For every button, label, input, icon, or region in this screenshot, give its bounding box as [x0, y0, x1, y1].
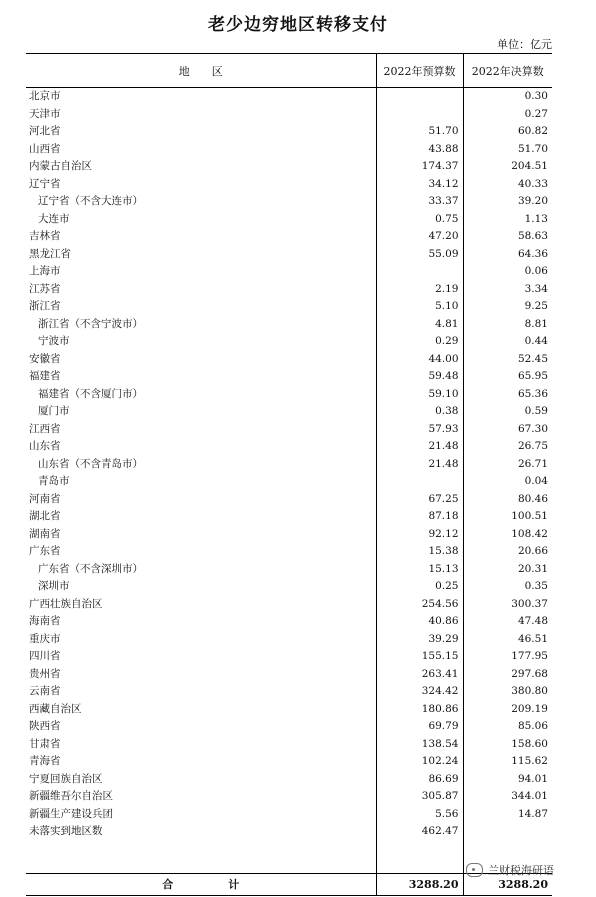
- table-row: [26, 228, 552, 246]
- table-body: [26, 88, 552, 874]
- row-region: 辽宁省（不含大连市）: [38, 195, 143, 207]
- table-row: [26, 211, 552, 229]
- row-final: 46.51: [463, 631, 552, 649]
- row-budget: 67.25: [376, 491, 463, 509]
- row-region: 辽宁省: [29, 177, 61, 190]
- row-region: 浙江省: [29, 300, 61, 312]
- table-row: [26, 683, 552, 701]
- row-region: 河南省: [29, 492, 61, 505]
- row-region: 河北省: [29, 125, 61, 137]
- table-row: [26, 823, 552, 841]
- row-budget: 39.29: [376, 631, 463, 649]
- row-budget: 15.38: [376, 543, 463, 561]
- row-final: 20.66: [463, 543, 552, 561]
- table-row: [26, 263, 552, 281]
- row-region: 云南省: [29, 685, 61, 697]
- table-row: [26, 403, 552, 421]
- row-final: 65.36: [463, 386, 552, 404]
- row-final: 108.42: [463, 526, 552, 544]
- row-final: 26.71: [463, 456, 552, 474]
- row-region: 新疆维吾尔自治区: [29, 790, 113, 802]
- row-final: 40.33: [463, 176, 552, 194]
- table-row: [26, 718, 552, 736]
- row-region: 海南省: [29, 615, 61, 627]
- row-region: 安徽省: [29, 352, 61, 365]
- table-row: [26, 491, 552, 509]
- row-budget: 21.48: [376, 438, 463, 456]
- row-final: 0.04: [463, 473, 552, 491]
- row-region: 厦门市: [38, 405, 70, 417]
- table-row: [26, 123, 552, 141]
- row-region: 广东省（不含深圳市）: [38, 562, 143, 575]
- row-region: 福建省: [29, 370, 61, 382]
- table-row: [26, 753, 552, 771]
- row-region: 湖北省: [29, 510, 61, 522]
- table-row: [26, 298, 552, 316]
- row-final: 67.30: [463, 421, 552, 439]
- total-final: 3288.20: [463, 873, 552, 895]
- table-row: [26, 526, 552, 544]
- row-budget: 5.56: [376, 806, 463, 824]
- table-row: [26, 561, 552, 579]
- row-budget: 40.86: [376, 613, 463, 631]
- spacer-cell: [376, 841, 463, 874]
- row-budget: 59.10: [376, 386, 463, 404]
- row-budget: 254.56: [376, 596, 463, 614]
- table-row: [26, 368, 552, 386]
- row-region: 内蒙古自治区: [29, 160, 92, 172]
- header-row: [26, 54, 552, 88]
- row-final: 51.70: [463, 141, 552, 159]
- table-row: [26, 788, 552, 806]
- transfer-payment-table: [26, 53, 552, 896]
- row-final: [463, 823, 552, 841]
- row-region: 广东省: [29, 545, 61, 557]
- row-region: 山东省（不含青岛市）: [38, 457, 143, 470]
- watermark-text: 兰财税海研语: [488, 864, 554, 877]
- row-budget: 33.37: [376, 193, 463, 211]
- row-budget: [376, 88, 463, 106]
- unit-label: 单位：亿元: [497, 38, 552, 51]
- row-region: 青海省: [29, 755, 61, 767]
- table-row: [26, 666, 552, 684]
- header-region: 地 区: [26, 54, 376, 88]
- row-region: 未落实到地区数: [29, 825, 103, 837]
- row-budget: 0.75: [376, 211, 463, 229]
- row-budget: 324.42: [376, 683, 463, 701]
- row-region: 四川省: [29, 650, 61, 662]
- row-budget: [376, 263, 463, 281]
- row-budget: 174.37: [376, 158, 463, 176]
- row-budget: 86.69: [376, 771, 463, 789]
- table-row: [26, 421, 552, 439]
- row-budget: 59.48: [376, 368, 463, 386]
- table-row: [26, 771, 552, 789]
- row-budget: [376, 473, 463, 491]
- row-final: 60.82: [463, 123, 552, 141]
- total-label: 合 计: [26, 873, 376, 895]
- table-row: [26, 473, 552, 491]
- table-row: [26, 88, 552, 106]
- table-row: [26, 351, 552, 369]
- row-final: 94.01: [463, 771, 552, 789]
- table-row: [26, 613, 552, 631]
- row-budget: 47.20: [376, 228, 463, 246]
- row-budget: 2.19: [376, 281, 463, 299]
- row-budget: 44.00: [376, 351, 463, 369]
- row-final: 14.87: [463, 806, 552, 824]
- row-final: 9.25: [463, 298, 552, 316]
- table-row: [26, 806, 552, 824]
- table-row: [26, 701, 552, 719]
- row-region: 浙江省（不含宁波市）: [38, 317, 143, 330]
- table-row: [26, 106, 552, 124]
- row-region: 天津市: [29, 107, 61, 120]
- row-budget: 138.54: [376, 736, 463, 754]
- total-budget: 3288.20: [376, 873, 463, 895]
- table-row: [26, 543, 552, 561]
- row-final: 115.62: [463, 753, 552, 771]
- row-region: 湖南省: [29, 527, 61, 540]
- table-row: [26, 578, 552, 596]
- row-final: 0.27: [463, 106, 552, 124]
- row-region: 陕西省: [29, 720, 61, 732]
- row-region: 西藏自治区: [29, 702, 82, 715]
- row-budget: 15.13: [376, 561, 463, 579]
- row-region: 吉林省: [29, 230, 61, 242]
- table-row: [26, 631, 552, 649]
- row-region: 北京市: [29, 90, 61, 102]
- row-final: 297.68: [463, 666, 552, 684]
- row-region: 重庆市: [29, 632, 61, 645]
- row-final: 0.59: [463, 403, 552, 421]
- row-budget: 0.38: [376, 403, 463, 421]
- row-budget: 305.87: [376, 788, 463, 806]
- row-final: 65.95: [463, 368, 552, 386]
- spacer-cell: [26, 841, 376, 874]
- row-final: 100.51: [463, 508, 552, 526]
- row-final: 0.30: [463, 88, 552, 106]
- row-region: 山东省: [29, 440, 61, 452]
- row-budget: 5.10: [376, 298, 463, 316]
- row-final: 300.37: [463, 596, 552, 614]
- row-final: 380.80: [463, 683, 552, 701]
- row-budget: 263.41: [376, 666, 463, 684]
- row-region: 广西壮族自治区: [29, 597, 103, 610]
- row-final: 8.81: [463, 316, 552, 334]
- row-region: 甘肃省: [29, 737, 61, 750]
- table-row: [26, 176, 552, 194]
- row-region: 大连市: [38, 212, 70, 225]
- row-region: 宁波市: [38, 335, 70, 347]
- row-final: 58.63: [463, 228, 552, 246]
- row-final: 85.06: [463, 718, 552, 736]
- row-region: 深圳市: [38, 580, 70, 592]
- table-row: [26, 438, 552, 456]
- row-budget: 43.88: [376, 141, 463, 159]
- row-final: 344.01: [463, 788, 552, 806]
- page-title: 老少边穷地区转移支付: [208, 15, 388, 35]
- row-final: 20.31: [463, 561, 552, 579]
- row-final: 47.48: [463, 613, 552, 631]
- table-row: [26, 193, 552, 211]
- table-row: [26, 281, 552, 299]
- row-budget: 55.09: [376, 246, 463, 264]
- row-final: 52.45: [463, 351, 552, 369]
- row-region: 山西省: [29, 142, 61, 155]
- wechat-icon: [466, 863, 483, 877]
- row-budget: 462.47: [376, 823, 463, 841]
- row-region: 贵州省: [29, 667, 61, 680]
- row-region: 上海市: [29, 265, 61, 277]
- row-final: 209.19: [463, 701, 552, 719]
- table-row: [26, 386, 552, 404]
- table-row: [26, 333, 552, 351]
- row-final: 177.95: [463, 648, 552, 666]
- row-budget: 92.12: [376, 526, 463, 544]
- table-row: [26, 736, 552, 754]
- row-budget: 87.18: [376, 508, 463, 526]
- table-row: [26, 141, 552, 159]
- header-budget: 2022年预算数: [376, 54, 463, 88]
- row-region: 宁夏回族自治区: [29, 772, 103, 785]
- table-row: [26, 158, 552, 176]
- row-region: 青岛市: [38, 475, 70, 487]
- table-row: [26, 508, 552, 526]
- row-budget: 102.24: [376, 753, 463, 771]
- table-row: [26, 596, 552, 614]
- row-region: 江西省: [29, 422, 61, 435]
- header-final: 2022年决算数: [463, 54, 552, 88]
- row-region: 江苏省: [29, 282, 61, 295]
- row-region: 黑龙江省: [29, 247, 71, 260]
- row-final: 0.44: [463, 333, 552, 351]
- row-region: 新疆生产建设兵团: [29, 807, 113, 820]
- watermark: [466, 862, 554, 878]
- row-budget: 180.86: [376, 701, 463, 719]
- row-budget: 57.93: [376, 421, 463, 439]
- table-row: [26, 246, 552, 264]
- row-budget: 155.15: [376, 648, 463, 666]
- row-final: 26.75: [463, 438, 552, 456]
- row-final: 3.34: [463, 281, 552, 299]
- row-region: 福建省（不含厦门市）: [38, 387, 143, 400]
- row-final: 39.20: [463, 193, 552, 211]
- table-row: [26, 456, 552, 474]
- row-budget: 69.79: [376, 718, 463, 736]
- row-final: 1.13: [463, 211, 552, 229]
- row-final: 0.06: [463, 263, 552, 281]
- row-budget: 0.25: [376, 578, 463, 596]
- row-budget: [376, 106, 463, 124]
- row-final: 64.36: [463, 246, 552, 264]
- row-final: 80.46: [463, 491, 552, 509]
- row-budget: 51.70: [376, 123, 463, 141]
- row-budget: 4.81: [376, 316, 463, 334]
- row-budget: 21.48: [376, 456, 463, 474]
- row-final: 0.35: [463, 578, 552, 596]
- table-row: [26, 648, 552, 666]
- row-final: 158.60: [463, 736, 552, 754]
- row-budget: 34.12: [376, 176, 463, 194]
- row-final: 204.51: [463, 158, 552, 176]
- row-budget: 0.29: [376, 333, 463, 351]
- table-row: [26, 316, 552, 334]
